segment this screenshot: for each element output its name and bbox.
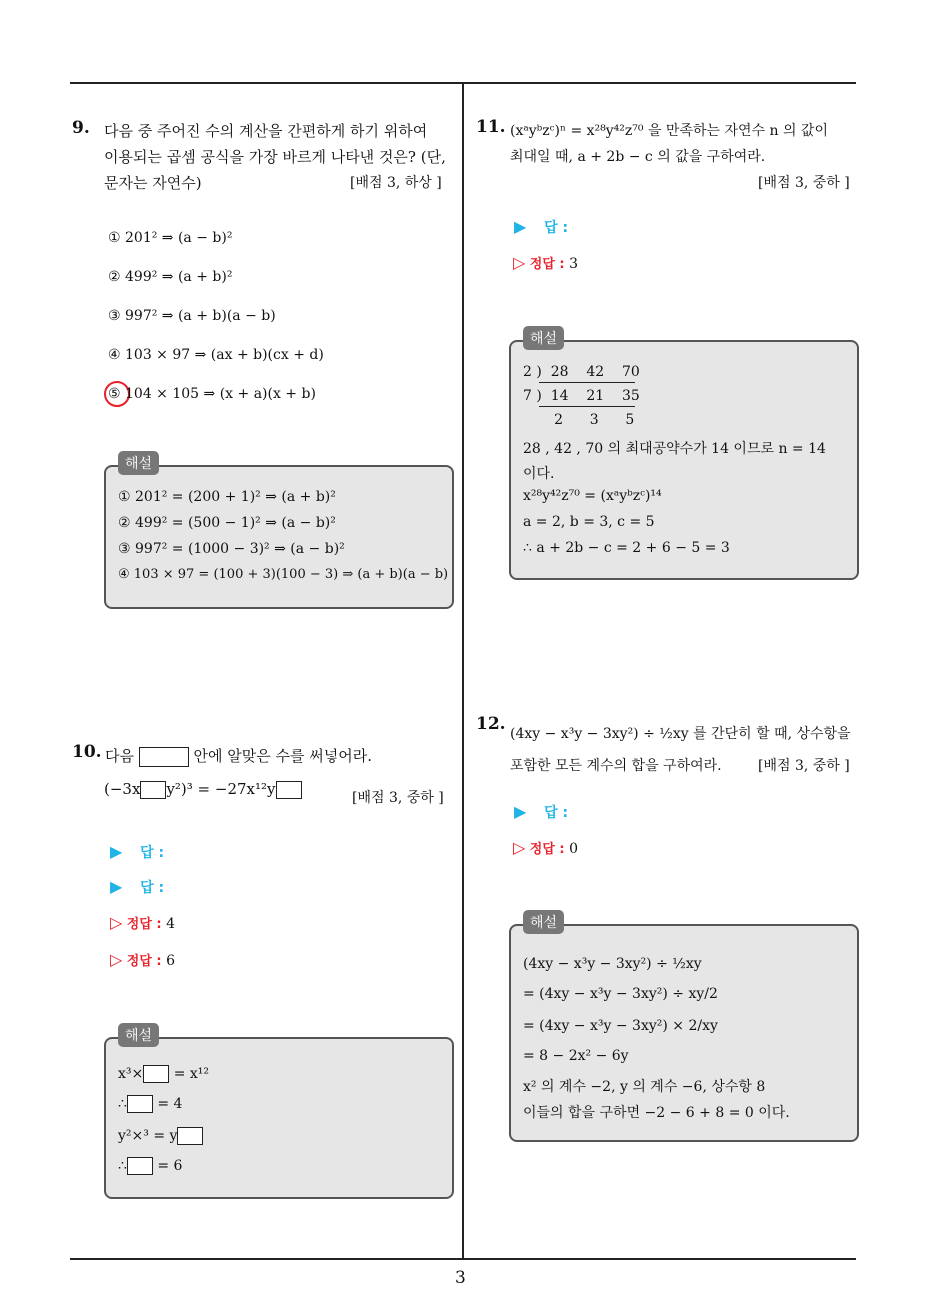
bottom-rule [70, 1258, 856, 1260]
q11-text-line1: (xᵃyᵇzᶜ)ⁿ = x²⁸y⁴²z⁷⁰ 을 만족하는 자연수 n 의 값이 [510, 123, 828, 139]
q9-text-line2: 이용되는 곱셈 공식을 가장 바르게 나타낸 것은? (단, [104, 148, 446, 166]
solution-tag: 해설 [118, 1023, 159, 1047]
outline-arrow-icon: ▷ [110, 950, 123, 969]
sol-text: ∴ [118, 1158, 127, 1174]
q9-solution-box [104, 456, 454, 609]
q12-solution-line: = (4xy − x³y − 3xy²) ÷ xy/2 [523, 986, 718, 1002]
q9-option-1[interactable]: ① 201² ⇒ (a − b)² [108, 230, 233, 246]
play-arrow-icon: ▶ [110, 842, 123, 861]
outline-arrow-icon: ▷ [110, 913, 123, 932]
q10-expression [104, 780, 302, 799]
play-arrow-icon: ▶ [514, 802, 527, 821]
q10-correct-row [110, 913, 175, 932]
q9-score: [배점 3, 하상 ] [350, 175, 442, 191]
q9-option-4[interactable]: ④ 103 × 97 ⇒ (ax + b)(cx + d) [108, 347, 324, 363]
answer-blank [140, 781, 166, 799]
q12-score: [배점 3, 중하 ] [758, 758, 850, 774]
q11-solution-line: ∴ a + 2b − c = 2 + 6 − 5 = 3 [523, 540, 730, 556]
sol-text: = x¹² [173, 1066, 210, 1082]
correct-value: 6 [166, 953, 175, 969]
q12-solution-line: = 8 − 2x² − 6y [523, 1048, 629, 1064]
q10-expr-mid: y²)³ = −27x¹²y [166, 780, 276, 798]
play-arrow-icon: ▶ [514, 217, 527, 236]
outline-arrow-icon: ▷ [513, 838, 526, 857]
correct-value: 0 [569, 841, 578, 857]
q12-number: 12. [476, 714, 506, 734]
correct-label: 정답 : [529, 257, 565, 272]
q10-score: [배점 3, 중하 ] [352, 790, 444, 806]
q12-correct-row [513, 838, 578, 857]
answer-blank [127, 1157, 153, 1175]
column-divider [462, 83, 464, 1259]
solution-tag: 해설 [523, 910, 564, 934]
q9-solution-line: ① 201² = (200 + 1)² ⇒ (a + b)² [118, 489, 336, 505]
q9-option-2[interactable]: ② 499² ⇒ (a + b)² [108, 269, 233, 285]
answer-blank [143, 1065, 169, 1083]
answer-label: 답 : [544, 220, 569, 236]
q12-solution-line: 이들의 합을 구하면 −2 − 6 + 8 = 0 이다. [523, 1105, 790, 1121]
solution-tag: 해설 [523, 326, 564, 350]
q9-option-5[interactable]: ⑤ 104 × 105 ⇒ (x + a)(x + b) [108, 386, 316, 402]
q11-score: [배점 3, 중하 ] [758, 175, 850, 191]
q12-solution-line: x² 의 계수 −2, y 의 계수 −6, 상수항 8 [523, 1079, 766, 1095]
q10-answer-row[interactable] [110, 842, 164, 862]
q10-correct-row [110, 950, 175, 969]
q9-solution-line: ④ 103 × 97 = (100 + 3)(100 − 3) ⇒ (a + b)(a − b) [118, 567, 449, 582]
division-rule [539, 382, 635, 383]
answer-blank [127, 1095, 153, 1113]
q11-solution-line: 28 , 42 , 70 의 최대공약수가 14 이므로 n = 14 [523, 441, 826, 457]
q11-text-line2: 최대일 때, a + 2b − c 의 값을 구하여라. [510, 149, 766, 165]
answer-label: 답 : [140, 880, 165, 896]
sol-text: y²×³ = y [118, 1128, 178, 1144]
q10-solution-line [118, 1095, 182, 1113]
q12-solution-line: = (4xy − x³y − 3xy²) × 2/xy [523, 1018, 718, 1034]
q12-text-line2: 포함한 모든 계수의 합을 구하여라. [510, 758, 722, 774]
q12-text-line1: (4xy − x³y − 3xy²) ÷ ½xy 를 간단히 할 때, 상수항을 [510, 726, 851, 742]
q10-text-line1 [105, 745, 372, 767]
correct-label: 정답 : [126, 917, 162, 932]
sol-text: = 4 [157, 1096, 183, 1112]
page-number: 3 [455, 1268, 466, 1288]
q9-number: 9. [72, 118, 90, 138]
q10-solution-line [118, 1127, 203, 1145]
q9-option-3[interactable]: ③ 997² ⇒ (a + b)(a − b) [108, 308, 276, 324]
q10-text-a: 다음 [105, 747, 134, 765]
correct-value: 3 [569, 256, 578, 272]
answer-blank [139, 747, 189, 767]
outline-arrow-icon: ▷ [513, 253, 526, 272]
answer-label: 답 : [544, 805, 569, 821]
q9-text-line3: 문자는 자연수) [104, 174, 202, 192]
q12-solution-line: (4xy − x³y − 3xy²) ÷ ½xy [523, 956, 702, 972]
q10-number: 10. [72, 742, 102, 762]
q10-expr-left: (−3x [104, 780, 141, 798]
correct-label: 정답 : [529, 842, 565, 857]
q10-answer-row[interactable] [110, 877, 164, 897]
sol-text: = 6 [157, 1158, 183, 1174]
q11-number: 11. [476, 117, 506, 137]
q11-solution-line: x²⁸y⁴²z⁷⁰ = (xᵃyᵇzᶜ)¹⁴ [523, 488, 662, 504]
correct-label: 정답 : [126, 954, 162, 969]
answer-blank [177, 1127, 203, 1145]
solution-tag: 해설 [118, 451, 159, 475]
q10-solution-line [118, 1157, 182, 1175]
q11-correct-row [513, 253, 578, 272]
answer-label: 답 : [140, 845, 165, 861]
q11-solution-line: 7 ) 14 21 35 [523, 388, 640, 404]
q9-solution-line: ③ 997² = (1000 − 3)² ⇒ (a − b)² [118, 541, 345, 557]
q9-text-line1: 다음 중 주어진 수의 계산을 간편하게 하기 위하여 [104, 122, 428, 140]
q12-answer-row[interactable] [514, 802, 568, 822]
division-rule [539, 406, 635, 407]
q11-answer-row[interactable] [514, 217, 568, 237]
q11-solution-box [509, 331, 859, 580]
q11-solution-line: a = 2, b = 3, c = 5 [523, 514, 655, 530]
correct-value: 4 [166, 916, 175, 932]
q11-solution-line: 이다. [523, 466, 555, 482]
q10-text-b: 안에 알맞은 수를 써넣어라. [193, 747, 373, 765]
play-arrow-icon: ▶ [110, 877, 123, 896]
q9-solution-line: ② 499² = (500 − 1)² ⇒ (a − b)² [118, 515, 336, 531]
q10-solution-box [104, 1028, 454, 1199]
q10-solution-line [118, 1065, 209, 1083]
q11-solution-line: 2 3 5 [523, 412, 635, 428]
q11-solution-line: 2 ) 28 42 70 [523, 364, 640, 380]
answer-blank [276, 781, 302, 799]
q12-solution-box [509, 915, 859, 1142]
sol-text: x³× [118, 1066, 144, 1082]
sol-text: ∴ [118, 1096, 127, 1112]
